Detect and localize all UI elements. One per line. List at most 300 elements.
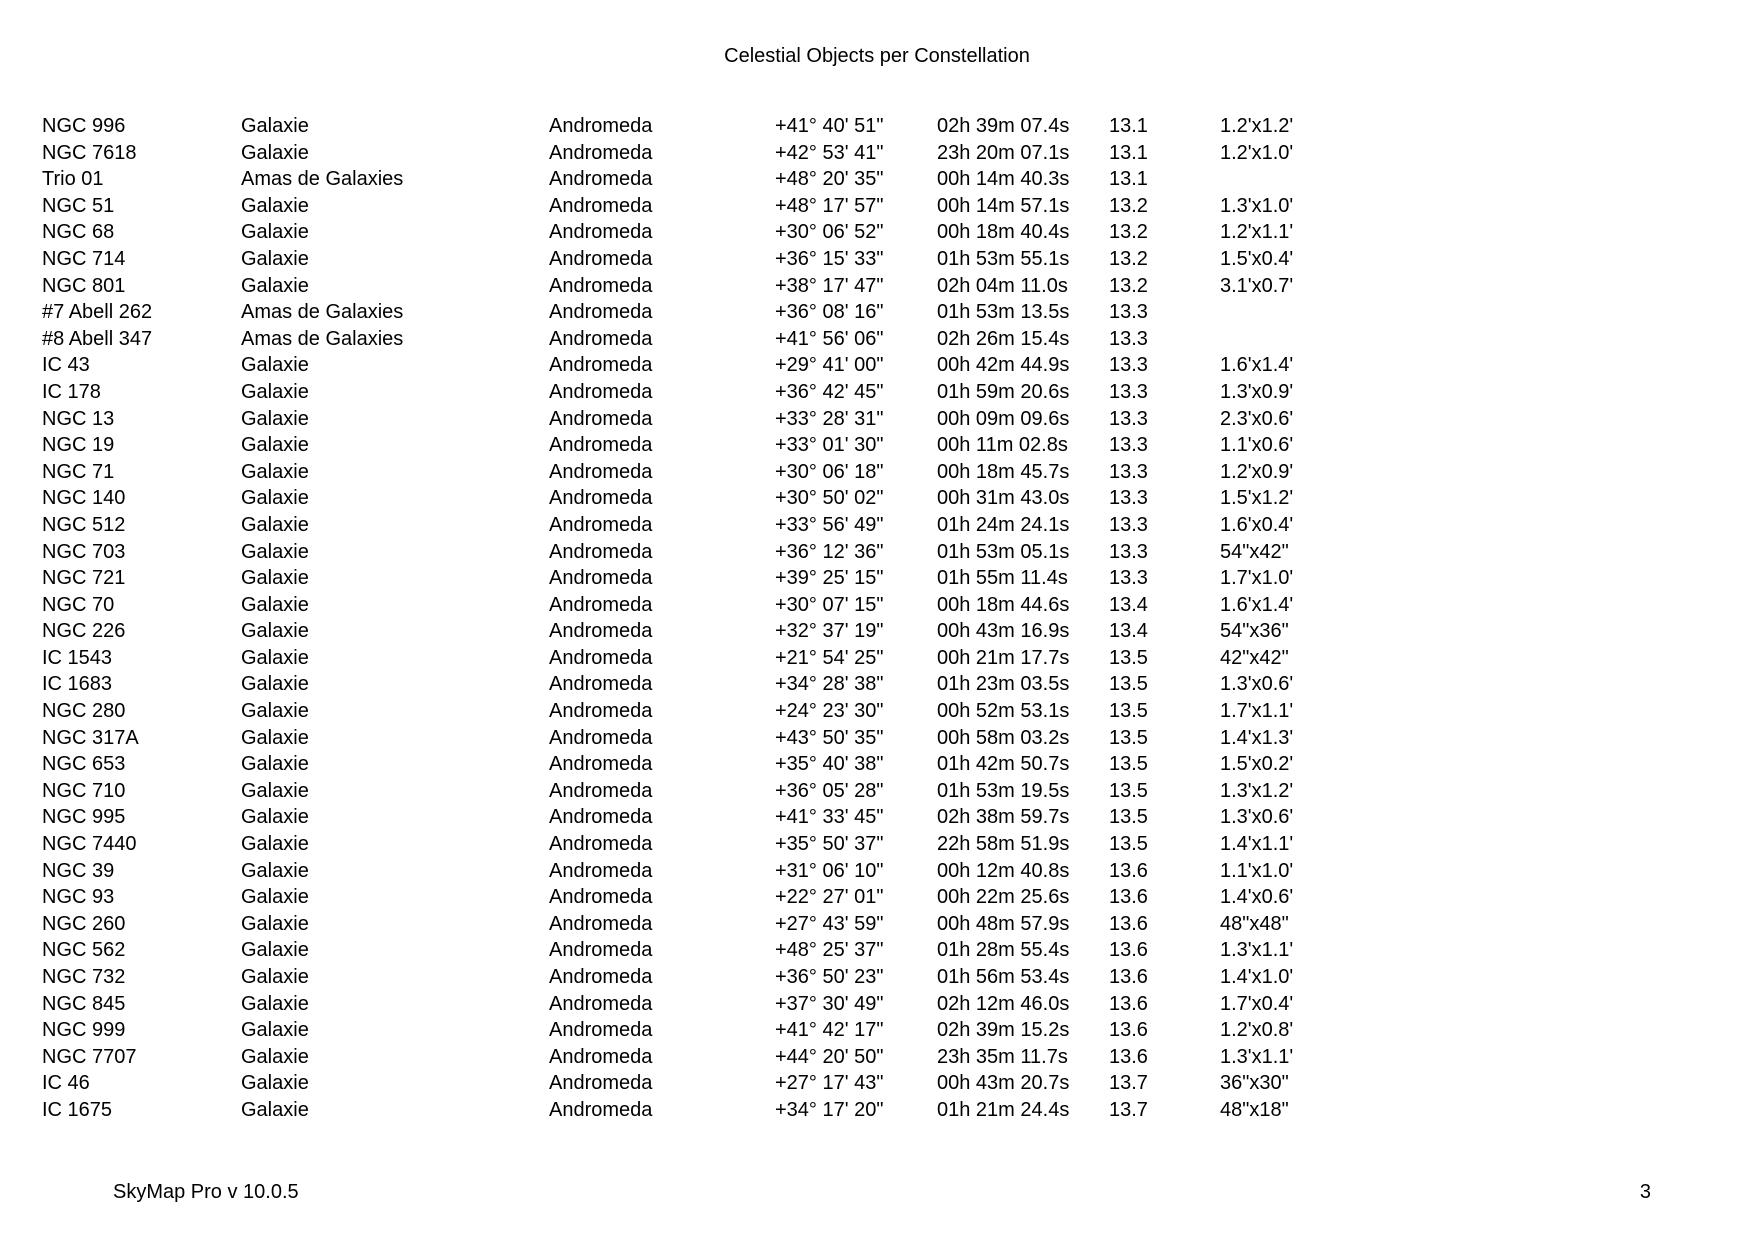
table-row <box>42 379 1342 406</box>
size-cell: 1.1'x1.0' <box>1220 859 1294 882</box>
object-type-cell: Galaxie <box>241 1045 309 1068</box>
object-type-cell: Galaxie <box>241 859 309 882</box>
object-name-cell: NGC 653 <box>42 753 126 776</box>
constellation-cell: Andromeda <box>549 753 653 776</box>
object-name-cell: NGC 19 <box>42 434 115 457</box>
constellation-cell: Andromeda <box>549 487 653 510</box>
magnitude-cell: 13.1 <box>1109 141 1148 164</box>
right-ascension-cell: 00h 48m 57.9s <box>937 912 1070 935</box>
declination-cell: +31° 06' 10" <box>775 859 884 882</box>
table-row <box>42 459 1342 486</box>
right-ascension-cell: 01h 56m 53.4s <box>937 966 1070 988</box>
declination-cell: +35° 40' 38" <box>775 753 884 776</box>
right-ascension-cell: 00h 58m 03.2s <box>937 726 1070 749</box>
magnitude-cell: 13.5 <box>1109 646 1148 669</box>
size-cell: 1.2'x1.0' <box>1220 141 1294 164</box>
constellation-cell: Andromeda <box>549 673 653 696</box>
magnitude-cell: 13.5 <box>1109 753 1148 776</box>
constellation-cell: Andromeda <box>549 434 653 457</box>
object-type-cell: Galaxie <box>241 753 309 776</box>
magnitude-cell: 13.6 <box>1109 966 1148 988</box>
table-row <box>42 618 1342 645</box>
object-type-cell: Galaxie <box>241 1072 309 1095</box>
object-name-cell: IC 1675 <box>42 1098 113 1121</box>
table-row <box>42 485 1342 512</box>
right-ascension-cell: 01h 53m 55.1s <box>937 247 1070 270</box>
object-type-cell: Galaxie <box>241 540 309 563</box>
magnitude-cell: 13.6 <box>1109 912 1148 935</box>
constellation-cell: Andromeda <box>549 460 653 483</box>
object-name-cell: NGC 7707 <box>42 1045 137 1068</box>
object-type-cell: Galaxie <box>241 115 309 137</box>
table-row <box>42 246 1342 273</box>
right-ascension-cell: 00h 09m 09.6s <box>937 407 1070 430</box>
object-name-cell: NGC 13 <box>42 407 115 430</box>
object-name-cell: NGC 140 <box>42 487 126 510</box>
object-type-cell: Galaxie <box>241 380 309 403</box>
object-name-cell: IC 46 <box>42 1072 90 1095</box>
magnitude-cell: 13.3 <box>1109 513 1148 536</box>
table-row <box>42 539 1342 566</box>
table-row <box>42 140 1342 167</box>
constellation-cell: Andromeda <box>549 194 653 217</box>
size-cell: 48"x48" <box>1220 912 1289 935</box>
constellation-cell: Andromeda <box>549 886 653 909</box>
object-type-cell: Amas de Galaxies <box>241 301 404 324</box>
table-row <box>42 193 1342 220</box>
size-cell: 1.4'x1.0' <box>1220 966 1294 988</box>
magnitude-cell: 13.2 <box>1109 194 1148 217</box>
object-name-cell: IC 178 <box>42 380 101 403</box>
right-ascension-cell: 01h 28m 55.4s <box>937 939 1070 962</box>
right-ascension-cell: 00h 14m 57.1s <box>937 194 1070 217</box>
magnitude-cell: 13.2 <box>1109 247 1148 270</box>
declination-cell: +32° 37' 19" <box>775 620 884 643</box>
table-row <box>42 858 1342 885</box>
table-row <box>42 964 1342 991</box>
magnitude-cell: 13.5 <box>1109 726 1148 749</box>
object-type-cell: Galaxie <box>241 487 309 510</box>
right-ascension-cell: 01h 42m 50.7s <box>937 753 1070 776</box>
size-cell: 1.2'x1.1' <box>1220 221 1294 244</box>
size-cell: 36"x30" <box>1220 1072 1289 1095</box>
object-type-cell: Galaxie <box>241 620 309 643</box>
object-name-cell: NGC 562 <box>42 939 126 962</box>
declination-cell: +41° 33' 45" <box>775 806 884 829</box>
object-type-cell: Galaxie <box>241 912 309 935</box>
object-name-cell: #7 Abell 262 <box>42 301 153 324</box>
object-type-cell: Galaxie <box>241 833 309 856</box>
declination-cell: +36° 15' 33" <box>775 247 884 270</box>
object-name-cell: NGC 710 <box>42 779 126 802</box>
magnitude-cell: 13.7 <box>1109 1072 1148 1095</box>
object-name-cell: NGC 68 <box>42 221 115 244</box>
table-row <box>42 406 1342 433</box>
table-row <box>42 592 1342 619</box>
size-cell: 48"x18" <box>1220 1098 1289 1121</box>
table-row <box>42 645 1342 672</box>
object-type-cell: Galaxie <box>241 992 309 1015</box>
object-name-cell: NGC 732 <box>42 966 126 988</box>
declination-cell: +34° 28' 38" <box>775 673 884 696</box>
object-type-cell: Amas de Galaxies <box>241 327 404 350</box>
declination-cell: +41° 56' 06" <box>775 327 884 350</box>
size-cell: 1.6'x0.4' <box>1220 513 1294 536</box>
size-cell: 1.5'x0.2' <box>1220 753 1294 776</box>
object-name-cell: NGC 39 <box>42 859 115 882</box>
declination-cell: +30° 50' 02" <box>775 487 884 510</box>
declination-cell: +44° 20' 50" <box>775 1045 884 1068</box>
constellation-cell: Andromeda <box>549 380 653 403</box>
object-name-cell: NGC 51 <box>42 194 115 217</box>
constellation-cell: Andromeda <box>549 726 653 749</box>
declination-cell: +33° 28' 31" <box>775 407 884 430</box>
size-cell: 54"x36" <box>1220 620 1289 643</box>
size-cell: 1.7'x1.0' <box>1220 567 1294 590</box>
object-name-cell: NGC 714 <box>42 247 126 270</box>
magnitude-cell: 13.1 <box>1109 115 1148 137</box>
magnitude-cell: 13.4 <box>1109 593 1148 616</box>
size-cell: 1.7'x0.4' <box>1220 992 1294 1015</box>
size-cell: 2.3'x0.6' <box>1220 407 1294 430</box>
declination-cell: +24° 23' 30" <box>775 700 884 723</box>
declination-cell: +33° 01' 30" <box>775 434 884 457</box>
object-table <box>42 113 1342 1124</box>
table-row <box>42 751 1342 778</box>
declination-cell: +30° 06' 18" <box>775 460 884 483</box>
constellation-cell: Andromeda <box>549 115 653 137</box>
right-ascension-cell: 01h 23m 03.5s <box>937 673 1070 696</box>
table-row <box>42 512 1342 539</box>
magnitude-cell: 13.6 <box>1109 1045 1148 1068</box>
size-cell: 1.4'x0.6' <box>1220 886 1294 909</box>
right-ascension-cell: 02h 39m 15.2s <box>937 1019 1070 1042</box>
magnitude-cell: 13.2 <box>1109 221 1148 244</box>
right-ascension-cell: 23h 20m 07.1s <box>937 141 1070 164</box>
constellation-cell: Andromeda <box>549 1045 653 1068</box>
magnitude-cell: 13.6 <box>1109 886 1148 909</box>
right-ascension-cell: 00h 14m 40.3s <box>937 168 1070 191</box>
table-row <box>42 219 1342 246</box>
size-cell: 1.3'x0.6' <box>1220 806 1294 829</box>
table-row <box>42 1044 1342 1071</box>
right-ascension-cell: 02h 26m 15.4s <box>937 327 1070 350</box>
object-name-cell: NGC 845 <box>42 992 126 1015</box>
magnitude-cell: 13.3 <box>1109 354 1148 377</box>
size-cell: 1.6'x1.4' <box>1220 593 1294 616</box>
magnitude-cell: 13.5 <box>1109 779 1148 802</box>
constellation-cell: Andromeda <box>549 513 653 536</box>
magnitude-cell: 13.1 <box>1109 168 1148 191</box>
object-name-cell: NGC 71 <box>42 460 115 483</box>
constellation-cell: Andromeda <box>549 1072 653 1095</box>
right-ascension-cell: 00h 18m 44.6s <box>937 593 1070 616</box>
magnitude-cell: 13.6 <box>1109 939 1148 962</box>
table-row <box>42 432 1342 459</box>
table-row <box>42 778 1342 805</box>
size-cell: 1.2'x0.8' <box>1220 1019 1294 1042</box>
declination-cell: +36° 50' 23" <box>775 966 884 988</box>
magnitude-cell: 13.3 <box>1109 460 1148 483</box>
object-type-cell: Amas de Galaxies <box>241 168 404 191</box>
object-name-cell: NGC 512 <box>42 513 126 536</box>
magnitude-cell: 13.2 <box>1109 274 1148 297</box>
magnitude-cell: 13.3 <box>1109 540 1148 563</box>
declination-cell: +22° 27' 01" <box>775 886 884 909</box>
object-name-cell: IC 1543 <box>42 646 113 669</box>
page-title: Celestial Objects per Constellation <box>724 45 1030 67</box>
table-row <box>42 911 1342 938</box>
right-ascension-cell: 00h 43m 16.9s <box>937 620 1070 643</box>
object-type-cell: Galaxie <box>241 886 309 909</box>
right-ascension-cell: 00h 31m 43.0s <box>937 487 1070 510</box>
right-ascension-cell: 01h 53m 19.5s <box>937 779 1070 802</box>
object-type-cell: Galaxie <box>241 779 309 802</box>
declination-cell: +27° 17' 43" <box>775 1072 884 1095</box>
declination-cell: +43° 50' 35" <box>775 726 884 749</box>
object-name-cell: NGC 93 <box>42 886 115 909</box>
table-row <box>42 1097 1342 1124</box>
declination-cell: +41° 42' 17" <box>775 1019 884 1042</box>
size-cell: 1.3'x1.0' <box>1220 194 1294 217</box>
declination-cell: +34° 17' 20" <box>775 1098 884 1121</box>
table-row <box>42 991 1342 1018</box>
table-row <box>42 565 1342 592</box>
constellation-cell: Andromeda <box>549 833 653 856</box>
constellation-cell: Andromeda <box>549 593 653 616</box>
object-type-cell: Galaxie <box>241 646 309 669</box>
object-type-cell: Galaxie <box>241 434 309 457</box>
constellation-cell: Andromeda <box>549 646 653 669</box>
declination-cell: +36° 42' 45" <box>775 380 884 403</box>
constellation-cell: Andromeda <box>549 912 653 935</box>
object-type-cell: Galaxie <box>241 194 309 217</box>
right-ascension-cell: 00h 18m 45.7s <box>937 460 1070 483</box>
constellation-cell: Andromeda <box>549 859 653 882</box>
declination-cell: +36° 08' 16" <box>775 301 884 324</box>
size-cell: 54"x42" <box>1220 540 1289 563</box>
object-type-cell: Galaxie <box>241 806 309 829</box>
declination-cell: +39° 25' 15" <box>775 567 884 590</box>
object-name-cell: IC 1683 <box>42 673 113 696</box>
constellation-cell: Andromeda <box>549 247 653 270</box>
size-cell: 42"x42" <box>1220 646 1289 669</box>
object-type-cell: Galaxie <box>241 700 309 723</box>
size-cell: 1.2'x1.2' <box>1220 115 1294 137</box>
right-ascension-cell: 00h 42m 44.9s <box>937 354 1070 377</box>
object-type-cell: Galaxie <box>241 593 309 616</box>
size-cell: 1.3'x0.6' <box>1220 673 1294 696</box>
object-type-cell: Galaxie <box>241 513 309 536</box>
constellation-cell: Andromeda <box>549 540 653 563</box>
object-name-cell: NGC 703 <box>42 540 126 563</box>
object-name-cell: NGC 70 <box>42 593 115 616</box>
right-ascension-cell: 01h 59m 20.6s <box>937 380 1070 403</box>
object-name-cell: NGC 999 <box>42 1019 126 1042</box>
right-ascension-cell: 00h 21m 17.7s <box>937 646 1070 669</box>
size-cell: 3.1'x0.7' <box>1220 274 1294 297</box>
object-name-cell: Trio 01 <box>42 168 104 191</box>
right-ascension-cell: 01h 21m 24.4s <box>937 1098 1070 1121</box>
constellation-cell: Andromeda <box>549 327 653 350</box>
size-cell: 1.4'x1.3' <box>1220 726 1294 749</box>
size-cell: 1.3'x1.2' <box>1220 779 1294 802</box>
object-type-cell: Galaxie <box>241 939 309 962</box>
constellation-cell: Andromeda <box>549 966 653 988</box>
table-row <box>42 671 1342 698</box>
constellation-cell: Andromeda <box>549 301 653 324</box>
magnitude-cell: 13.5 <box>1109 673 1148 696</box>
magnitude-cell: 13.3 <box>1109 487 1148 510</box>
constellation-cell: Andromeda <box>549 168 653 191</box>
size-cell: 1.1'x0.6' <box>1220 434 1294 457</box>
object-name-cell: NGC 317A <box>42 726 139 749</box>
magnitude-cell: 13.5 <box>1109 806 1148 829</box>
magnitude-cell: 13.5 <box>1109 833 1148 856</box>
magnitude-cell: 13.6 <box>1109 1019 1148 1042</box>
object-type-cell: Galaxie <box>241 460 309 483</box>
object-type-cell: Galaxie <box>241 354 309 377</box>
declination-cell: +36° 12' 36" <box>775 540 884 563</box>
object-name-cell: NGC 280 <box>42 700 126 723</box>
size-cell: 1.3'x0.9' <box>1220 380 1294 403</box>
table-row <box>42 937 1342 964</box>
object-name-cell: NGC 260 <box>42 912 126 935</box>
declination-cell: +30° 06' 52" <box>775 221 884 244</box>
right-ascension-cell: 00h 52m 53.1s <box>937 700 1070 723</box>
magnitude-cell: 13.5 <box>1109 700 1148 723</box>
right-ascension-cell: 00h 18m 40.4s <box>937 221 1070 244</box>
declination-cell: +48° 17' 57" <box>775 194 884 217</box>
constellation-cell: Andromeda <box>549 141 653 164</box>
table-row <box>42 831 1342 858</box>
constellation-cell: Andromeda <box>549 274 653 297</box>
object-name-cell: NGC 226 <box>42 620 126 643</box>
constellation-cell: Andromeda <box>549 779 653 802</box>
size-cell: 1.3'x1.1' <box>1220 939 1294 962</box>
constellation-cell: Andromeda <box>549 1098 653 1121</box>
object-type-cell: Galaxie <box>241 966 309 988</box>
constellation-cell: Andromeda <box>549 1019 653 1042</box>
object-type-cell: Galaxie <box>241 221 309 244</box>
right-ascension-cell: 01h 24m 24.1s <box>937 513 1070 536</box>
right-ascension-cell: 02h 04m 11.0s <box>937 274 1068 297</box>
magnitude-cell: 13.3 <box>1109 407 1148 430</box>
declination-cell: +36° 05' 28" <box>775 779 884 802</box>
size-cell: 1.5'x0.4' <box>1220 247 1294 270</box>
right-ascension-cell: 00h 43m 20.7s <box>937 1072 1070 1095</box>
table-row <box>42 273 1342 300</box>
table-row <box>42 352 1342 379</box>
right-ascension-cell: 00h 11m 02.8s <box>937 434 1068 457</box>
magnitude-cell: 13.3 <box>1109 567 1148 590</box>
right-ascension-cell: 00h 22m 25.6s <box>937 886 1070 909</box>
table-row <box>42 884 1342 911</box>
declination-cell: +38° 17' 47" <box>775 274 884 297</box>
size-cell: 1.5'x1.2' <box>1220 487 1294 510</box>
object-type-cell: Galaxie <box>241 1019 309 1042</box>
right-ascension-cell: 02h 12m 46.0s <box>937 992 1070 1015</box>
declination-cell: +48° 20' 35" <box>775 168 884 191</box>
magnitude-cell: 13.6 <box>1109 992 1148 1015</box>
table-row <box>42 698 1342 725</box>
object-type-cell: Galaxie <box>241 726 309 749</box>
constellation-cell: Andromeda <box>549 700 653 723</box>
constellation-cell: Andromeda <box>549 407 653 430</box>
object-name-cell: NGC 995 <box>42 806 126 829</box>
constellation-cell: Andromeda <box>549 939 653 962</box>
magnitude-cell: 13.3 <box>1109 301 1148 324</box>
object-type-cell: Galaxie <box>241 673 309 696</box>
magnitude-cell: 13.6 <box>1109 859 1148 882</box>
constellation-cell: Andromeda <box>549 620 653 643</box>
magnitude-cell: 13.7 <box>1109 1098 1148 1121</box>
table-row <box>42 166 1342 193</box>
size-cell: 1.3'x1.1' <box>1220 1045 1294 1068</box>
right-ascension-cell: 23h 35m 11.7s <box>937 1045 1068 1068</box>
object-type-cell: Galaxie <box>241 567 309 590</box>
right-ascension-cell: 01h 53m 13.5s <box>937 301 1070 324</box>
footer-app-name: SkyMap Pro v 10.0.5 <box>113 1181 299 1203</box>
object-type-cell: Galaxie <box>241 1098 309 1121</box>
magnitude-cell: 13.3 <box>1109 380 1148 403</box>
right-ascension-cell: 22h 58m 51.9s <box>937 833 1070 856</box>
size-cell: 1.6'x1.4' <box>1220 354 1294 377</box>
table-row <box>42 804 1342 831</box>
table-row <box>42 1017 1342 1044</box>
object-name-cell: NGC 721 <box>42 567 126 590</box>
object-name-cell: #8 Abell 347 <box>42 327 153 350</box>
declination-cell: +48° 25' 37" <box>775 939 884 962</box>
declination-cell: +21° 54' 25" <box>775 646 884 669</box>
table-row <box>42 1070 1342 1097</box>
size-cell: 1.7'x1.1' <box>1220 700 1294 723</box>
constellation-cell: Andromeda <box>549 354 653 377</box>
magnitude-cell: 13.3 <box>1109 434 1148 457</box>
size-cell: 1.2'x0.9' <box>1220 460 1294 483</box>
object-name-cell: IC 43 <box>42 354 90 377</box>
table-row <box>42 113 1342 140</box>
right-ascension-cell: 02h 39m 07.4s <box>937 115 1070 137</box>
table-row <box>42 326 1342 353</box>
right-ascension-cell: 02h 38m 59.7s <box>937 806 1070 829</box>
declination-cell: +35° 50' 37" <box>775 833 884 856</box>
object-type-cell: Galaxie <box>241 247 309 270</box>
constellation-cell: Andromeda <box>549 806 653 829</box>
right-ascension-cell: 00h 12m 40.8s <box>937 859 1070 882</box>
object-name-cell: NGC 7440 <box>42 833 137 856</box>
declination-cell: +33° 56' 49" <box>775 513 884 536</box>
right-ascension-cell: 01h 55m 11.4s <box>937 567 1068 590</box>
declination-cell: +42° 53' 41" <box>775 141 884 164</box>
right-ascension-cell: 01h 53m 05.1s <box>937 540 1070 563</box>
object-type-cell: Galaxie <box>241 141 309 164</box>
object-type-cell: Galaxie <box>241 407 309 430</box>
declination-cell: +30° 07' 15" <box>775 593 884 616</box>
footer-page-number: 3 <box>1639 1181 1651 1203</box>
declination-cell: +27° 43' 59" <box>775 912 884 935</box>
declination-cell: +41° 40' 51" <box>775 115 884 137</box>
constellation-cell: Andromeda <box>549 221 653 244</box>
object-name-cell: NGC 7618 <box>42 141 137 164</box>
object-type-cell: Galaxie <box>241 274 309 297</box>
table-row <box>42 299 1342 326</box>
declination-cell: +37° 30' 49" <box>775 992 884 1015</box>
table-row <box>42 725 1342 752</box>
object-name-cell: NGC 996 <box>42 115 126 137</box>
constellation-cell: Andromeda <box>549 567 653 590</box>
constellation-cell: Andromeda <box>549 992 653 1015</box>
